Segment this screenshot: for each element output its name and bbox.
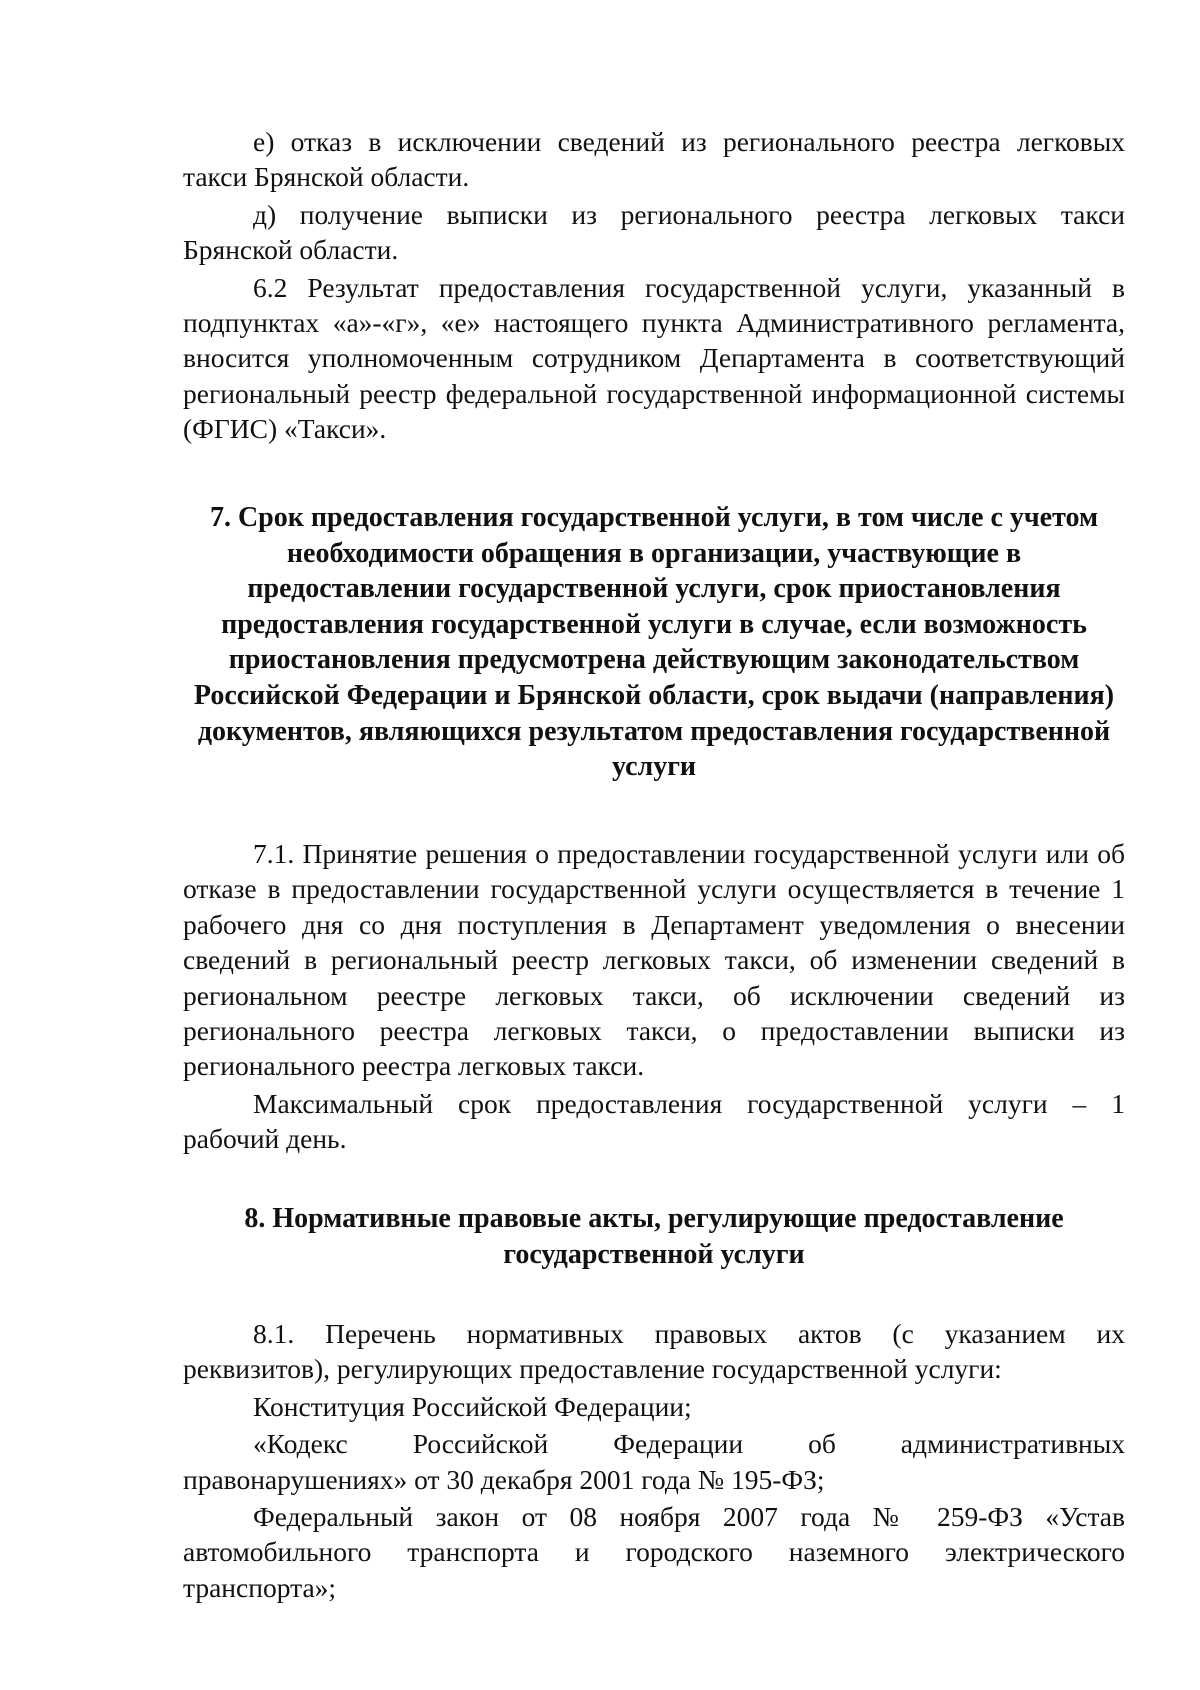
heading-line: 7. Срок предоставления государственной услуги, в том числе с учетом: [209, 502, 1099, 533]
heading-line: документов, являющихся результатом предоставления государственной: [197, 715, 1111, 747]
text-line: такси Брянской области.: [183, 161, 470, 193]
text-line: 6.2 Результат предоставления государственной услуги, указанный в: [253, 271, 1125, 303]
heading-line: необходимости обращения в организации, участвующие в: [286, 537, 1022, 569]
text-line: региональный реестр федеральной государственной информационной системы: [183, 377, 1125, 409]
heading-line: 8. Нормативные правовые акты, регулирующие предоставление: [244, 1203, 1064, 1234]
section-8-heading: [183, 1201, 1125, 1272]
text-line: отказе в предоставлении государственной услуги осуществляется в течение 1: [183, 873, 1125, 905]
heading-line: Российской Федерации и Брянской области, срок выдачи (направления): [193, 679, 1115, 711]
text-line: правонарушениях» от 30 декабря 2001 года № 195-ФЗ;: [183, 1463, 825, 1495]
text-line: рабочего дня со дня поступления в Департамент уведомления о внесении: [183, 908, 1125, 940]
text-line: 8.1. Перечень нормативных правовых актов (с указанием их: [253, 1318, 1125, 1349]
intro-block: [183, 124, 1125, 447]
section-7-heading: [183, 500, 1125, 785]
text-line: (ФГИС) «Такси».: [183, 413, 387, 445]
section-8-body: [183, 1316, 1125, 1605]
text-line: сведений в региональный реестр легковых такси, об изменении сведений в: [183, 944, 1125, 976]
text-line: вносится уполномоченным сотрудником Департамента в соответствующий: [183, 342, 1125, 374]
text-line: е) отказ в исключении сведений из регионального реестра легковых: [253, 126, 1125, 157]
heading-line: государственной услуги: [503, 1238, 805, 1270]
text-line: реквизитов), регулирующих предоставление государственной услуги:: [183, 1353, 1002, 1385]
text-line: Максимальный срок предоставления государственной услуги – 1: [253, 1087, 1125, 1119]
text-line: Конституция Российской Федерации;: [253, 1390, 692, 1422]
section-7-body: [183, 836, 1125, 1157]
text-line: автомобильного транспорта и городского наземного электрического: [183, 1536, 1125, 1568]
text-line: д) получение выписки из регионального реестра легковых такси: [253, 198, 1125, 230]
text-line: региональном реестре легковых такси, об исключении сведений из: [183, 979, 1125, 1011]
heading-line: предоставлении государственной услуги, срок приостановления: [247, 573, 1061, 605]
text-line: регионального реестра легковых такси, о предоставлении выписки из: [183, 1015, 1125, 1047]
heading-line: услуги: [611, 751, 697, 783]
text-line: 7.1. Принятие решения о предоставлении государственной услуги или об: [253, 838, 1125, 869]
text-line: транспорта»;: [183, 1571, 337, 1603]
text-line: рабочий день.: [183, 1123, 347, 1155]
text-line: подпунктах «а»-«г», «е» настоящего пункта Административного регламента,: [183, 307, 1125, 339]
heading-line: предоставления государственной услуги в случае, если возможность: [221, 608, 1087, 640]
heading-line: приостановления предусмотрена действующим законодательством: [228, 644, 1080, 676]
text-line: Федеральный закон от 08 ноября 2007 года № 259-ФЗ «Устав: [253, 1501, 1125, 1533]
text-line: Брянской области.: [183, 234, 399, 266]
text-line: «Кодекс Российской Федерации об административных: [253, 1428, 1125, 1460]
text-line: регионального реестра легковых такси.: [183, 1050, 645, 1082]
